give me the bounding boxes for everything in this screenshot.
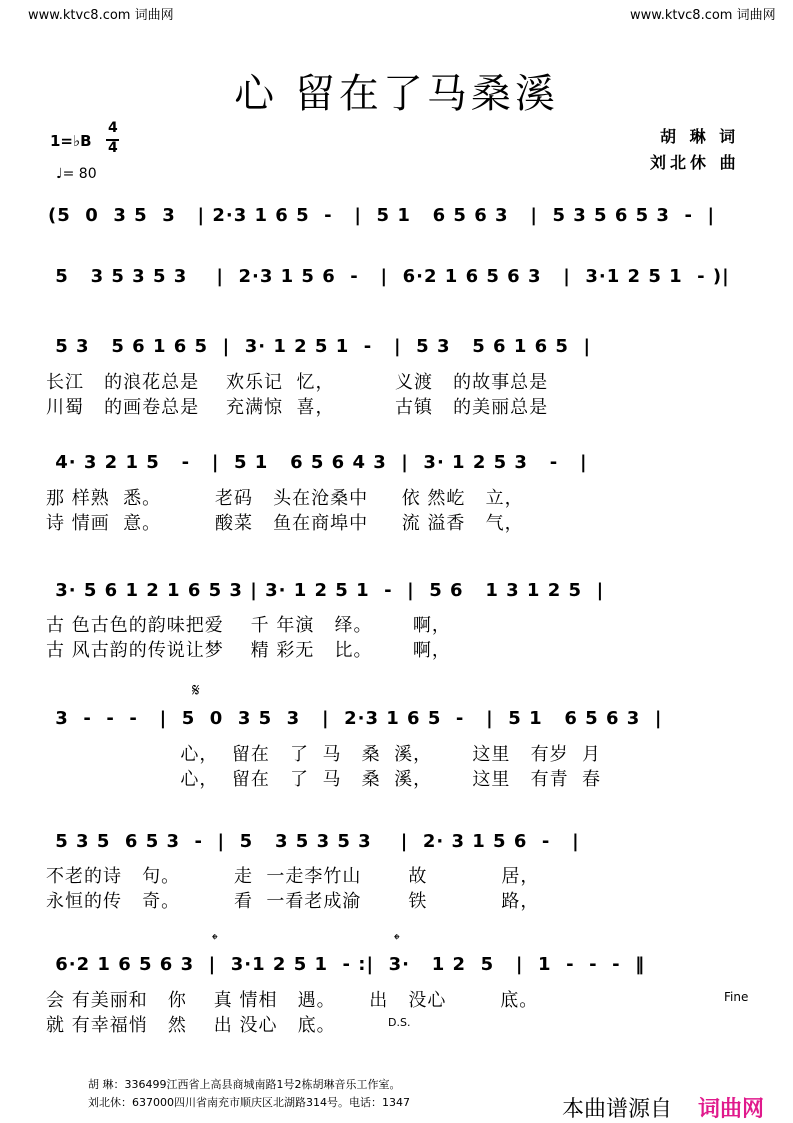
composer-credit: 刘北休 曲 [650, 153, 740, 172]
notes: 5 3 5 6 5 3 - | 5 3 5 3 5 3 | 2· 3 1 5 6 - | [48, 831, 580, 852]
score-row-1 [40, 205, 750, 231]
lyric-row-3-verse-1: 长江 的浪花总是 欢乐记 忆， 义渡 的故事总是 [46, 372, 549, 393]
source-logo[interactable]: 词曲网 [698, 1097, 765, 1122]
coda-mark-1: 𝄌 [212, 930, 218, 949]
notes: 5 3 5 3 5 3 | 2·3 1 5 6 - | 6·2 1 6 5 6 3 | 3·1 2 5 1 - )| [48, 266, 730, 287]
footer-address-lyricist: 胡 琳：336499江西省上高县商城南路1号2栋胡琳音乐工作室。 [88, 1078, 401, 1091]
ds-label: D.S. [388, 1016, 411, 1029]
time-signature-bottom: 4 [108, 140, 118, 156]
time-signature-top: 4 [108, 120, 118, 136]
fine-label: Fine [724, 990, 749, 1004]
score-row-7 [40, 831, 750, 857]
source-text: 本曲谱源自 [562, 1097, 673, 1122]
notes: (5 0 3 5 3 | 2·3 1 6 5 - | 5 1 6 5 6 3 | 5 3 5 6 5 3 - | [48, 205, 716, 226]
lyric-row-5-verse-1: 古 色古色的韵味把爱 千 年演 绎。 啊， [46, 615, 451, 636]
lyric-row-8-verse-1: 会 有美丽和 你 真 情相 遇。 出 没心 底。 [46, 990, 539, 1011]
notes: 6·2 1 6 5 6 3 | 3·1 2 5 1 - :| 3· 1 2 5 | 1 - - - ‖ [48, 954, 646, 975]
lyric-row-4-verse-1: 那 样熟 悉。 老码 头在沧桑中 依 然屹 立， [46, 488, 524, 509]
lyric-row-8-verse-2: 就 有幸福悄 然 出 没心 底。 [46, 1015, 336, 1036]
lyric-row-6-verse-1: 心， 留在 了 马 桑 溪， 这里 有岁 月 [46, 744, 602, 765]
score-row-8 [40, 954, 750, 980]
tempo-marking: ♩= 80 [56, 166, 97, 182]
song-title: 心 留在了马桑溪 [234, 71, 559, 117]
lyric-row-7-verse-2: 永恒的传 奇。 看 一看老成渝 铁 路， [46, 891, 540, 912]
lyric-row-4-verse-2: 诗 情画 意。 酸菜 鱼在商埠中 流 溢香 气， [46, 513, 524, 534]
score-row-6 [40, 708, 750, 734]
lyricist-credit: 胡 琳 词 [660, 127, 740, 146]
coda-mark-2: 𝄌 [394, 930, 400, 949]
segno-mark: 𝄋 [192, 680, 200, 701]
notes: 3 - - - | 5 0 3 5 3 | 2·3 1 6 5 - | 5 1 6 5 6 3 | [48, 708, 663, 729]
watermark-left: www.ktvc8.com 词曲网 [28, 8, 174, 23]
key-signature: 1=♭B [50, 132, 92, 150]
score-row-5 [40, 580, 750, 606]
notes: 4· 3 2 1 5 - | 5 1 6 5 6 4 3 | 3· 1 2 5 3 - | [48, 452, 588, 473]
lyric-row-6-verse-2: 心， 留在 了 马 桑 溪， 这里 有青 春 [46, 769, 602, 790]
score-row-3 [40, 336, 750, 362]
score-row-4 [40, 452, 750, 478]
notes: 3· 5 6 1 2 1 6 5 3 | 3· 1 2 5 1 - | 5 6 1 3 1 2 5 | [48, 580, 605, 601]
notes: 5 3 5 6 1 6 5 | 3· 1 2 5 1 - | 5 3 5 6 1 6 5 | [48, 336, 592, 357]
lyric-row-7-verse-1: 不老的诗 句。 走 一走李竹山 故 居， [46, 866, 540, 887]
watermark-right: www.ktvc8.com 词曲网 [630, 8, 776, 23]
lyric-row-5-verse-2: 古 风古韵的传说让梦 精 彩无 比。 啊， [46, 640, 451, 661]
lyric-row-3-verse-2: 川蜀 的画卷总是 充满惊 喜， 古镇 的美丽总是 [46, 397, 549, 418]
score-row-2 [40, 266, 750, 292]
footer-address-composer: 刘北休：637000四川省南充市顺庆区北湖路314号。电话：1347 [88, 1096, 410, 1109]
